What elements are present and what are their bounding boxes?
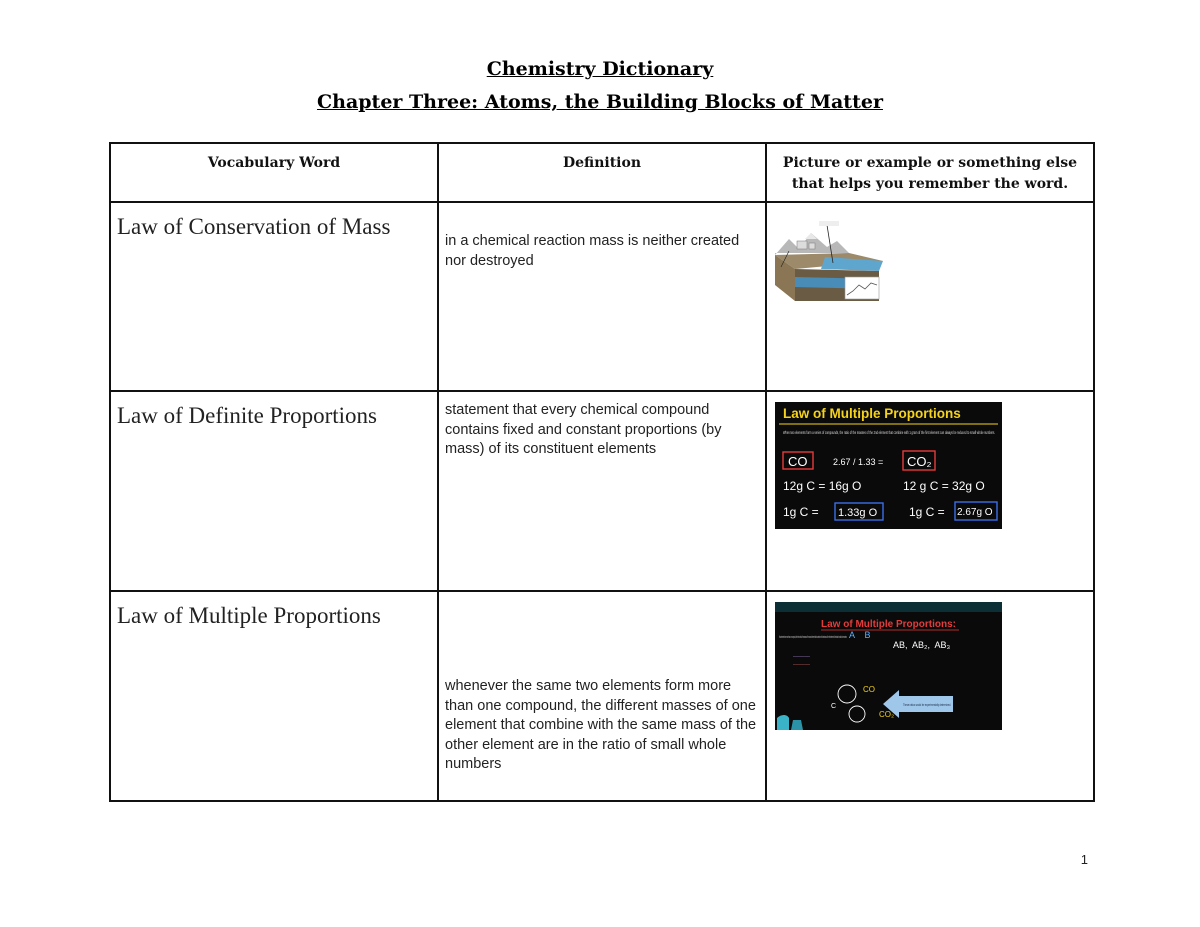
- vocabulary-table: [109, 142, 1095, 802]
- definition-text: whenever the same two elements form more than one compound, the different masses of one element that combine with the same mass of the other element are in the ratio of small whole numbers: [445, 678, 757, 772]
- element-symbols: A B: [849, 630, 871, 640]
- right-ratio-value: 2.67g O: [957, 507, 993, 518]
- left-ratio-label: 1g C =: [783, 505, 819, 519]
- co2-label: CO₂: [879, 710, 895, 719]
- slide-caption: When two elements form a series of compounds, the ratio of the masses of the 2nd element that combine with 1 gram of the first element can always be reduced to small whole numbers.: [783, 430, 995, 435]
- definition-cell: [438, 202, 766, 391]
- carbon-label: C: [831, 703, 837, 710]
- definition-text: statement that every chemical compound contains fixed and constant proportions (by mass) of its constituent elements: [445, 402, 722, 457]
- column-header-word: Vocabulary Word: [110, 143, 438, 202]
- page-subtitle: Chapter Three: Atoms, the Building Blocks of Matter: [317, 91, 883, 113]
- table-row: [110, 591, 1094, 801]
- picture-cell: [766, 591, 1094, 801]
- fraction: 2.67 / 1.33 =: [833, 457, 884, 467]
- column-header-picture: Picture or example or something else that helps you remember the word.: [766, 143, 1094, 202]
- slide-note: These ratios would be experimentally determined.: [903, 703, 951, 707]
- landscape-diagram-image: [775, 219, 887, 301]
- compound-list: AB, AB₂, AB₃: [893, 640, 951, 650]
- multiple-proportions-slide-image: [775, 402, 1002, 529]
- left-mass: 12g C = 16g O: [783, 479, 862, 493]
- slide-body: If two elements form more than one compound, then the ratios of the masses of the second element which combine with a fixed mass of the first element will be ratios of small whole numbers.: [779, 635, 847, 639]
- slide-title: Law of Multiple Proportions:: [821, 619, 956, 630]
- vocabulary-word: Law of Multiple Proportions: [110, 591, 438, 801]
- svg-text:──────: ──────: [793, 654, 811, 659]
- svg-text:──────: ──────: [793, 662, 811, 667]
- right-mass: 12 g C = 32g O: [903, 479, 985, 493]
- multiple-proportions-chalkboard-image: [775, 602, 1002, 730]
- left-ratio-value: 1.33g O: [838, 507, 878, 519]
- column-header-definition: Definition: [438, 143, 766, 202]
- page-number: 1: [1080, 852, 1088, 867]
- co-label: CO: [863, 685, 875, 694]
- picture-cell: [766, 202, 1094, 391]
- vocabulary-word: Law of Definite Proportions: [110, 391, 438, 591]
- table-row: [110, 202, 1094, 391]
- definition-cell: [438, 591, 766, 801]
- table-header-row: [110, 143, 1094, 202]
- right-formula: CO₂: [907, 454, 932, 469]
- definition-cell: [438, 391, 766, 591]
- picture-cell: [766, 391, 1094, 591]
- table-row: [110, 391, 1094, 591]
- definition-text: in a chemical reaction mass is neither created nor destroyed: [445, 233, 740, 269]
- vocabulary-word: Law of Conservation of Mass: [110, 202, 438, 391]
- right-ratio-label: 1g C =: [909, 505, 945, 519]
- left-formula: CO: [788, 454, 808, 469]
- slide-title: Law of Multiple Proportions: [783, 406, 961, 421]
- page-title: Chemistry Dictionary: [486, 58, 714, 80]
